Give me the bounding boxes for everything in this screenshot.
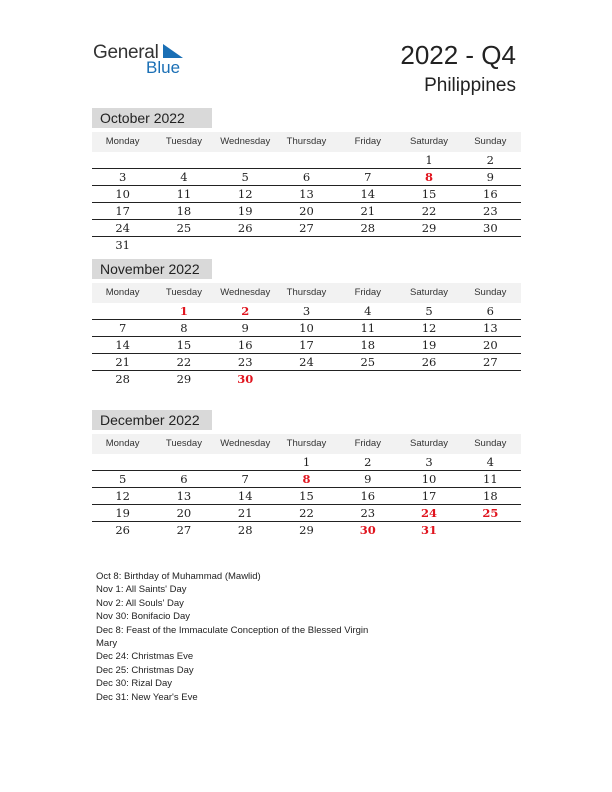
day-cell: 23 xyxy=(237,355,253,369)
empty-day-cell xyxy=(215,454,276,470)
day-cell: 7 xyxy=(241,472,249,486)
weekday-label: Sunday xyxy=(474,287,507,298)
week-row xyxy=(92,186,521,203)
holiday-note: Dec 31: New Year's Eve xyxy=(96,691,198,703)
day-cell: 11 xyxy=(483,472,498,486)
day-cell: 3 xyxy=(302,304,311,318)
weekday-label: Friday xyxy=(354,136,381,147)
week-row xyxy=(92,505,521,522)
holiday-notes xyxy=(96,570,368,704)
day-cell: 20 xyxy=(299,204,314,218)
week-row xyxy=(92,471,521,488)
day-cell: 11 xyxy=(360,321,376,335)
holiday-note: Dec 25: Christmas Day xyxy=(96,664,194,676)
day-cell: 5 xyxy=(118,472,127,486)
day-cell: 22 xyxy=(299,506,314,520)
empty-day-cell xyxy=(398,237,459,254)
day-cell: 4 xyxy=(486,455,494,469)
week-row xyxy=(92,203,521,220)
week-row xyxy=(92,220,521,237)
day-cell: 28 xyxy=(115,372,130,386)
day-cell: 21 xyxy=(115,355,130,369)
day-cell: 16 xyxy=(360,489,376,503)
day-cell: 9 xyxy=(241,321,249,335)
day-cell: 17 xyxy=(115,204,130,218)
day-cell: 15 xyxy=(421,187,437,201)
weekday-label: Wednesday xyxy=(220,287,271,298)
day-cell: 23 xyxy=(360,506,376,520)
day-cell: 19 xyxy=(237,204,253,218)
logo-text-blue: Blue xyxy=(146,58,181,77)
weekday-label: Thursday xyxy=(286,287,327,298)
day-cell: 8 xyxy=(302,472,311,486)
day-cell: 21 xyxy=(237,506,253,520)
day-cell: 27 xyxy=(176,523,192,537)
day-cell: 24 xyxy=(421,506,438,520)
day-cell: 4 xyxy=(180,170,188,184)
weekday-label: Thursday xyxy=(286,136,327,147)
holiday-note: Oct 8: Birthday of Muhammad (Mawlid) xyxy=(96,571,261,582)
empty-day-cell xyxy=(460,237,521,254)
empty-day-cell xyxy=(215,152,276,168)
day-cell: 14 xyxy=(237,489,253,503)
day-cell: 25 xyxy=(176,221,192,235)
day-cell: 27 xyxy=(299,221,314,235)
week-row xyxy=(92,454,521,471)
week-row xyxy=(92,488,521,505)
day-cell: 22 xyxy=(176,355,192,369)
day-cell: 5 xyxy=(241,170,249,184)
weekday-label: Saturday xyxy=(410,287,449,298)
weekday-label: Friday xyxy=(354,287,381,298)
day-cell: 17 xyxy=(421,489,437,503)
day-cell: 7 xyxy=(364,170,372,184)
empty-day-cell xyxy=(337,152,398,168)
day-cell: 13 xyxy=(483,321,498,335)
page-title: 2022 - Q4 xyxy=(400,40,516,70)
weekday-label: Sunday xyxy=(474,438,507,449)
day-cell: 12 xyxy=(237,187,253,201)
holiday-note: Nov 1: All Saints' Day xyxy=(96,584,187,596)
day-cell: 30 xyxy=(483,221,498,235)
month-december xyxy=(92,410,521,539)
empty-day-cell xyxy=(215,237,276,254)
weekday-header xyxy=(92,434,521,454)
day-cell: 2 xyxy=(486,153,494,167)
day-cell: 26 xyxy=(421,355,437,369)
weekday-label: Monday xyxy=(105,438,140,449)
holiday-note: Nov 2: All Souls' Day xyxy=(96,597,184,609)
holiday-note: Dec 30: Rizal Day xyxy=(96,678,173,690)
week-row xyxy=(92,169,521,186)
weekday-label: Wednesday xyxy=(220,438,271,449)
day-cell: 30 xyxy=(237,372,254,386)
weekday-label: Saturday xyxy=(410,438,449,449)
day-cell: 21 xyxy=(360,204,376,218)
month-title: October 2022 xyxy=(92,108,212,128)
day-cell: 15 xyxy=(176,338,192,352)
day-cell: 9 xyxy=(364,472,372,486)
weekday-header xyxy=(92,132,521,152)
day-cell: 11 xyxy=(176,187,192,201)
empty-day-cell xyxy=(398,371,459,388)
weekday-label: Tuesday xyxy=(165,287,202,298)
day-cell: 16 xyxy=(237,338,253,352)
day-cell: 22 xyxy=(421,204,437,218)
logo-text-general: General xyxy=(93,42,159,63)
week-row xyxy=(92,237,521,254)
day-cell: 25 xyxy=(482,506,499,520)
empty-day-cell xyxy=(92,152,153,168)
empty-day-cell xyxy=(460,522,521,539)
day-cell: 14 xyxy=(115,338,130,352)
day-cell: 26 xyxy=(237,221,253,235)
weekday-label: Monday xyxy=(105,287,140,298)
day-cell: 10 xyxy=(421,472,437,486)
day-cell: 15 xyxy=(299,489,314,503)
week-row xyxy=(92,522,521,539)
holiday-note: Dec 8: Feast of the Immaculate Conception of the Blessed Virgin xyxy=(96,624,369,636)
month-title: November 2022 xyxy=(92,259,212,279)
day-cell: 13 xyxy=(299,187,314,201)
day-cell: 10 xyxy=(299,321,314,335)
day-cell: 14 xyxy=(360,187,376,201)
day-cell: 3 xyxy=(118,170,127,184)
day-cell: 4 xyxy=(364,304,372,318)
empty-day-cell xyxy=(337,371,398,388)
day-cell: 1 xyxy=(302,455,311,469)
week-row xyxy=(92,354,521,371)
holiday-note: Dec 24: Christmas Eve xyxy=(96,651,194,663)
day-cell: 7 xyxy=(118,321,127,335)
day-cell: 18 xyxy=(483,489,498,503)
empty-day-cell xyxy=(337,237,398,254)
day-cell: 29 xyxy=(176,372,192,386)
country-name: Philippines xyxy=(424,75,516,96)
day-cell: 8 xyxy=(425,170,434,184)
month-title: December 2022 xyxy=(92,410,212,430)
weekday-label: Wednesday xyxy=(220,136,271,147)
empty-day-cell xyxy=(153,152,214,168)
day-cell: 24 xyxy=(115,221,130,235)
week-row xyxy=(92,337,521,354)
weekday-label: Sunday xyxy=(474,136,507,147)
weekday-label: Friday xyxy=(354,438,381,449)
day-cell: 20 xyxy=(176,506,192,520)
empty-day-cell xyxy=(460,371,521,388)
empty-day-cell xyxy=(276,371,337,388)
day-cell: 5 xyxy=(425,304,433,318)
day-cell: 29 xyxy=(299,523,314,537)
month-october xyxy=(92,108,521,254)
logo-triangle-icon xyxy=(163,44,183,60)
day-cell: 28 xyxy=(360,221,376,235)
day-cell: 27 xyxy=(483,355,498,369)
empty-day-cell xyxy=(276,152,337,168)
day-cell: 24 xyxy=(299,355,314,369)
weekday-header xyxy=(92,283,521,303)
day-cell: 20 xyxy=(483,338,498,352)
day-cell: 19 xyxy=(115,506,130,520)
empty-day-cell xyxy=(153,237,214,254)
day-cell: 13 xyxy=(176,489,192,503)
day-cell: 12 xyxy=(421,321,437,335)
day-cell: 16 xyxy=(483,187,498,201)
month-november xyxy=(92,259,521,388)
day-cell: 2 xyxy=(241,304,250,318)
empty-day-cell xyxy=(153,454,214,470)
day-cell: 6 xyxy=(180,472,188,486)
day-cell: 28 xyxy=(237,523,253,537)
day-cell: 1 xyxy=(425,153,433,167)
day-cell: 10 xyxy=(115,187,130,201)
day-cell: 19 xyxy=(421,338,437,352)
logo xyxy=(93,40,193,80)
weekday-label: Tuesday xyxy=(165,136,202,147)
holiday-note: Nov 30: Bonifacio Day xyxy=(96,611,190,623)
week-row xyxy=(92,152,521,169)
week-row xyxy=(92,320,521,337)
holiday-note: Mary xyxy=(96,638,118,650)
empty-day-cell xyxy=(92,303,153,319)
weekday-label: Saturday xyxy=(410,136,449,147)
day-cell: 18 xyxy=(176,204,192,218)
day-cell: 9 xyxy=(486,170,494,184)
day-cell: 30 xyxy=(359,523,376,537)
weekday-label: Thursday xyxy=(286,438,327,449)
week-row xyxy=(92,303,521,320)
day-cell: 6 xyxy=(486,304,494,318)
day-cell: 18 xyxy=(360,338,376,352)
day-cell: 17 xyxy=(299,338,314,352)
day-cell: 3 xyxy=(425,455,433,469)
day-cell: 23 xyxy=(483,204,498,218)
day-cell: 25 xyxy=(360,355,376,369)
day-cell: 12 xyxy=(115,489,130,503)
weekday-label: Tuesday xyxy=(165,438,202,449)
empty-day-cell xyxy=(92,454,153,470)
empty-day-cell xyxy=(276,237,337,254)
day-cell: 8 xyxy=(180,321,188,335)
day-cell: 26 xyxy=(115,523,130,537)
weekday-label: Monday xyxy=(105,136,140,147)
day-cell: 1 xyxy=(179,304,188,318)
day-cell: 31 xyxy=(115,238,130,252)
day-cell: 2 xyxy=(364,455,372,469)
day-cell: 29 xyxy=(421,221,437,235)
day-cell: 6 xyxy=(302,170,311,184)
week-row xyxy=(92,371,521,388)
day-cell: 31 xyxy=(421,523,438,537)
